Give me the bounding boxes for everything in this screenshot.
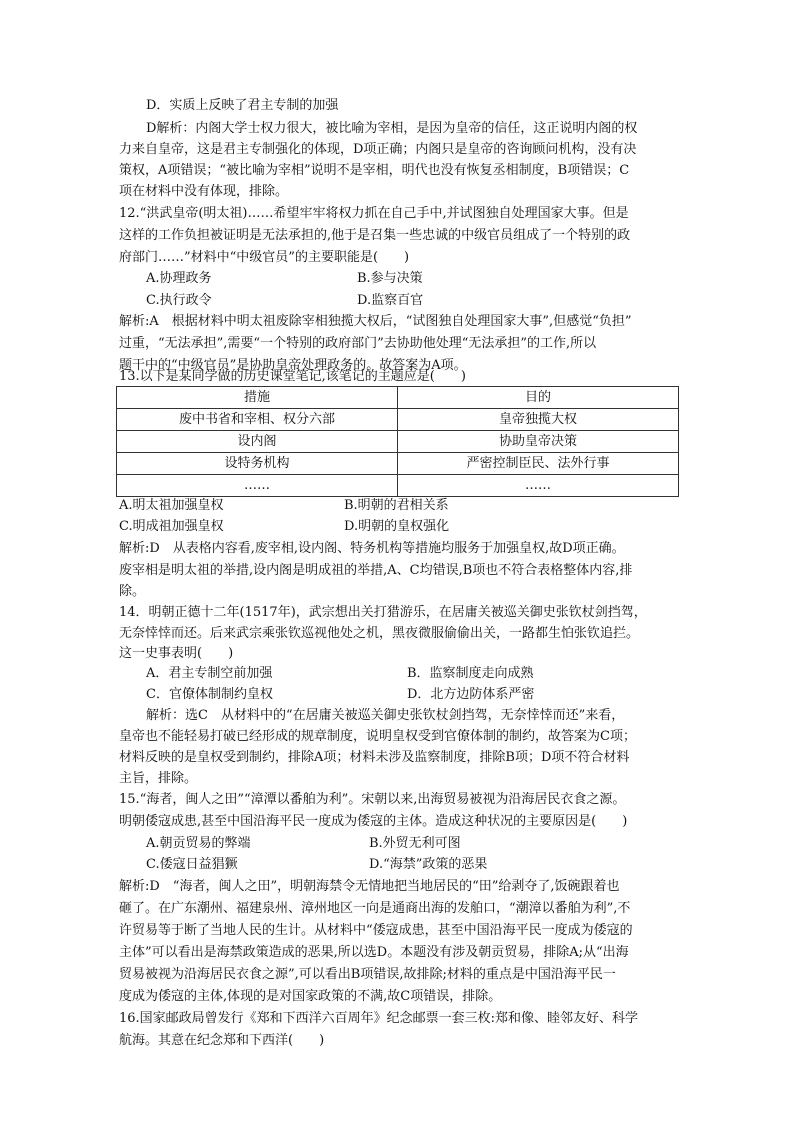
- question-14-line: 这一史事表明( ): [119, 646, 234, 661]
- analysis-line: 解析:D “海者，闽人之田”，明朝海禁令无情地把当地居民的“田”给剥夺了,饭碗跟着也: [119, 879, 620, 894]
- analysis-line: 废宰相是明太祖的举措,设内阁是明成祖的举措,A、C均错误,B项也不符合表格整体内容,排: [119, 563, 633, 578]
- option-b: B.明朝的君相关系: [344, 498, 449, 513]
- question-14: 14．明朝正德十二年(1517年)，武宗想出关打猎游乐，在居庸关被巡关御史张钦杖剑挡驾，: [119, 605, 647, 620]
- question-12-line: 府部门……”材料中“中级官员”的主要职能是( ): [119, 250, 410, 265]
- analysis-line: 贸易被视为沿海居民衣食之源”,可以看出B项错误,故排除;材料的重点是中国沿海平民一: [119, 967, 616, 982]
- option-a: A.明太祖加强皇权: [119, 498, 224, 513]
- option-d-line: D．实质上反映了君主专制的加强: [146, 98, 339, 113]
- analysis-line: 度成为倭寇的主体,体现的是对国家政策的不满,故C项错误，排除。: [119, 989, 502, 1004]
- option-d: D．北方边防体系严密: [407, 687, 535, 702]
- analysis-line: 主旨，排除。: [119, 771, 198, 786]
- option-b: B．监察制度走向成熟: [407, 666, 534, 681]
- question-12: 12.“洪武皇帝(明太祖)……希望牢牢将权力抓在自己手中,并试图独自处理国家大事。但是: [119, 206, 629, 221]
- table-header: 目的: [398, 387, 679, 409]
- question-16: 航海。其意在纪念郑和下西洋( ): [119, 1033, 325, 1048]
- notes-table: [116, 386, 679, 497]
- table-header: 措施: [117, 387, 398, 409]
- analysis-line: 砸了。在广东潮州、福建泉州、漳州地区一向是通商出海的发舶口，“潮漳以番舶为利”,不: [119, 901, 631, 916]
- analysis-line: 项在材料中没有体现，排除。: [119, 184, 289, 199]
- analysis-line: 解析：选C 从材料中的“在居庸关被巡关御史张钦杖剑挡驾，无奈悻悻而还”来看，: [146, 708, 625, 723]
- option-d: D.“海禁”政策的恶果: [369, 857, 488, 872]
- table-cell: 皇帝独揽大权: [398, 409, 679, 431]
- table-cell: 设特务机构: [117, 453, 398, 475]
- option-d: D.明朝的皇权强化: [344, 519, 450, 534]
- table-row: [117, 453, 679, 475]
- table-row: [117, 409, 679, 431]
- analysis-line: 皇帝也不能轻易打破已经形成的规章制度，说明皇权受到官僚体制的制约，故答案为C项；: [119, 729, 636, 744]
- analysis-line: 题干中的“中级官员”是协助皇帝处理政务的。故答案为A项。: [119, 358, 467, 373]
- question-15-line: 明朝倭寇成患,甚至中国沿海平民一度成为倭寇的主体。造成这种状况的主要原因是( ): [119, 814, 628, 829]
- analysis-line: 材料反映的是皇权受到制约，排除A项；材料未涉及监察制度，排除B项；D项不符合材料: [119, 750, 630, 765]
- question-12-line: 这样的工作负担被证明是无法承担的,他于是召集一些忠诚的中级官员组成了一个特别的政: [119, 228, 631, 243]
- table-cell: 协助皇帝决策: [398, 431, 679, 453]
- analysis-line: 力来自皇帝，这是君主专制强化的体现，D项正确；内阁只是皇帝的咨询顾问机构，没有决: [119, 142, 637, 157]
- analysis-line: 解析:D 从表格内容看,废宰相,设内阁、特务机构等措施均服务于加强皇权,故D项正确。: [119, 541, 625, 556]
- table-row: [117, 431, 679, 453]
- analysis-line: 除。: [119, 584, 146, 599]
- question-14-line: 无奈悻悻而还。后来武宗乘张钦巡视他处之机，黑夜微服偷偷出关，一路都生怕张钦追拦。: [119, 626, 640, 641]
- option-b: B.外贸无利可图: [369, 836, 461, 851]
- option-b: B.参与决策: [357, 271, 423, 286]
- option-a: A.协理政务: [146, 271, 212, 286]
- analysis-line: 许贸易等于断了当地人民的生计。从材料中“倭寇成患，甚至中国沿海平民一度成为倭寇的: [119, 923, 633, 938]
- analysis-line: 解析:A 根据材料中明太祖废除宰相独揽大权后，“试图独自处理国家大事”,但感觉“负担”: [119, 314, 632, 329]
- analysis-line: 策权，A项错误；“被比喻为宰相”说明不是宰相，明代也没有恢复丞相制度，B项错误；C: [119, 163, 630, 178]
- option-a: A.朝贡贸易的弊端: [146, 836, 251, 851]
- table-cell: 废中书省和宰相、权分六部: [117, 409, 398, 431]
- table-cell: 严密控制臣民、法外行事: [398, 453, 679, 475]
- analysis-line: 主体”可以看出是海禁政策造成的恶果,所以选D。本题没有涉及朝贡贸易，排除A;从“出海: [119, 945, 629, 960]
- table-cell: ……: [117, 475, 398, 497]
- option-c: C.执行政令: [146, 293, 212, 308]
- question-15: 15.“海者，闽人之田”“漳潭以番舶为利”。宋朝以来,出海贸易被视为沿海居民衣食之源。: [119, 792, 626, 807]
- question-13: 13.以下是某同学做的历史课堂笔记,该笔记的主题应是( ): [119, 369, 466, 384]
- analysis-line: 16.国家邮政局曾发行《郑和下西洋六百周年》纪念邮票一套三枚:郑和像、睦邻友好、科学: [119, 1011, 639, 1026]
- analysis-line: 过重，“无法承担”,需要“一个特别的政府部门”去协助他处理“无法承担”的工作,所以: [119, 336, 597, 351]
- analysis-line: D解析：内阁大学士权力很大，被比喻为宰相，是因为皇帝的信任，这正说明内阁的权: [146, 121, 638, 136]
- table-cell: ……: [398, 475, 679, 497]
- option-c: C．官僚体制制约皇权: [146, 687, 273, 702]
- option-a: A．君主专制空前加强: [146, 666, 273, 681]
- table-cell: 设内阁: [117, 431, 398, 453]
- table-row: [117, 475, 679, 497]
- option-d: D.监察百官: [357, 293, 424, 308]
- option-c: C.倭寇日益猖獗: [146, 857, 238, 872]
- option-c: C.明成祖加强皇权: [119, 519, 224, 534]
